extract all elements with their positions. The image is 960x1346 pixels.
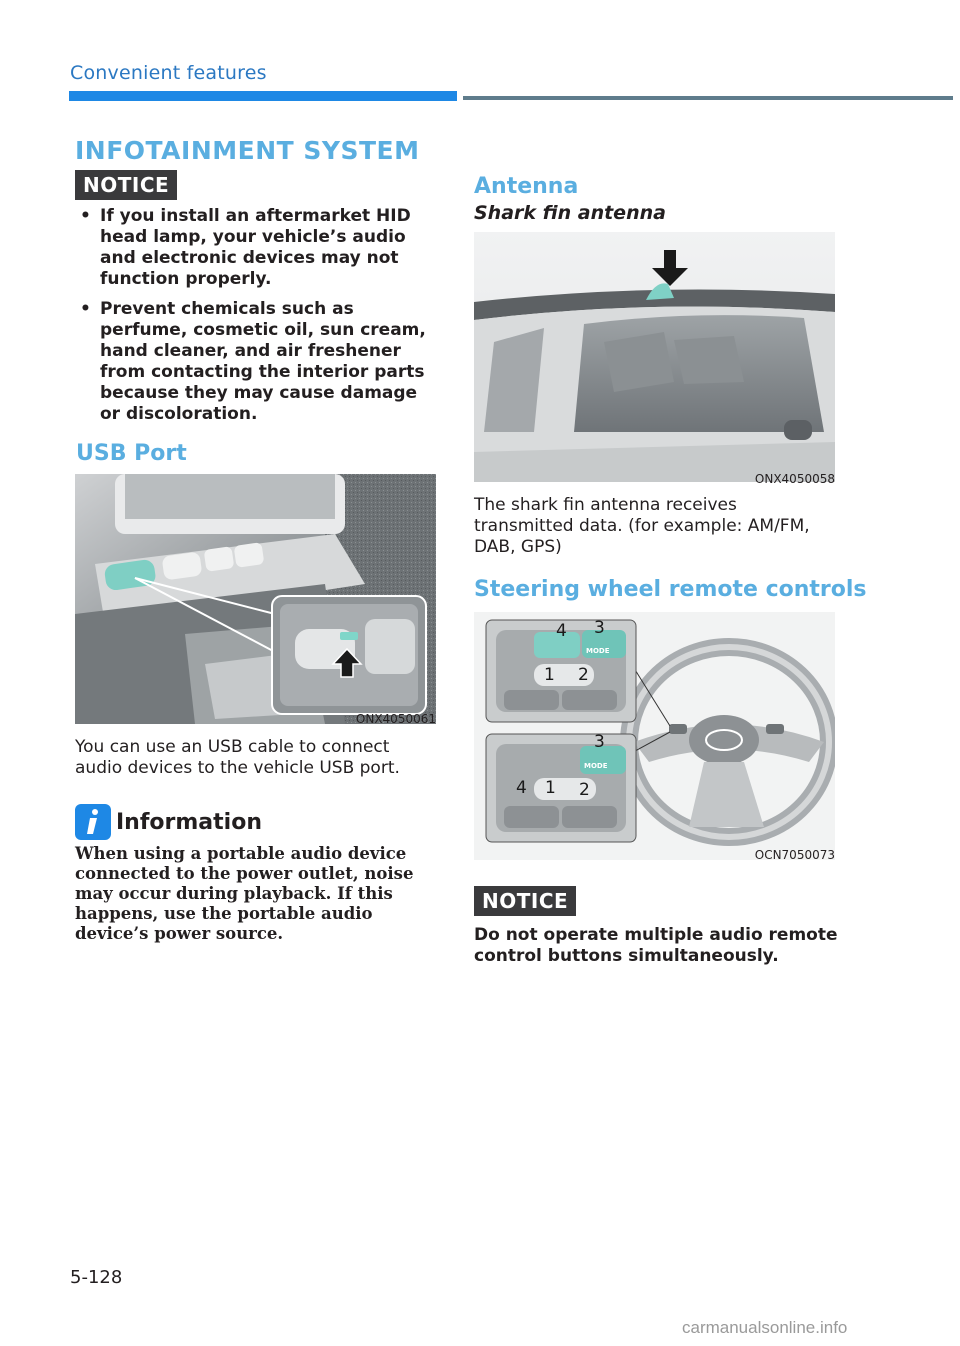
- steering-controls-heading: Steering wheel remote controls: [474, 577, 867, 602]
- information-heading: Information: [116, 810, 262, 835]
- usb-description: You can use an USB cable to connect audio devices to the vehicle USB port.: [75, 737, 400, 778]
- callout-number: 2: [579, 780, 590, 800]
- steering-wheel-drawing: [474, 612, 835, 860]
- figure-code: ONX4050058: [754, 472, 835, 486]
- mode-button-label: MODE: [586, 647, 610, 655]
- information-icon: [75, 804, 111, 840]
- page-number: 5-128: [70, 1267, 123, 1288]
- watermark: carmanualsonline.info: [682, 1318, 848, 1337]
- callout-number: 4: [516, 778, 527, 798]
- mode-button-label: MODE: [584, 762, 608, 770]
- information-text: When using a portable audio device connected to the power outlet, noise may occur during playback. If this happens, use the portable audio device’s power source.: [75, 844, 414, 943]
- callout-number: 3: [594, 732, 605, 752]
- callout-number: 2: [578, 665, 589, 685]
- shark-fin-antenna-figure: [474, 232, 835, 482]
- notice-text: Do not operate multiple audio remote control buttons simultaneously.: [474, 925, 838, 966]
- callout-number: 1: [545, 778, 556, 798]
- usb-port-figure: [75, 474, 436, 724]
- steering-wheel-figure: [474, 612, 835, 860]
- notice-list: [78, 206, 438, 434]
- callout-number: 3: [594, 618, 605, 638]
- notice-item: • If you install an aftermarket HID head lamp, your vehicle’s audio and electronic devices may not function properly.: [78, 206, 438, 290]
- header-bar-accent: [69, 91, 457, 101]
- section-header: Convenient features: [70, 62, 267, 84]
- notice-badge: NOTICE: [474, 886, 576, 916]
- figure-code: OCN7050073: [754, 848, 835, 862]
- notice-badge: NOTICE: [75, 170, 177, 200]
- antenna-description: The shark fin antenna receives transmitted data. (for example: AM/FM, DAB, GPS): [474, 495, 810, 557]
- callout-number: 4: [556, 621, 567, 641]
- page-title: INFOTAINMENT SYSTEM: [75, 136, 420, 165]
- shark-fin-subheading: Shark fin antenna: [474, 202, 666, 224]
- figure-code: ONX4050061: [355, 712, 436, 726]
- antenna-heading: Antenna: [474, 174, 579, 199]
- usb-port-heading: USB Port: [76, 441, 187, 466]
- notice-item: • Prevent chemicals such as perfume, cosmetic oil, sun cream, hand cleaner, and air freshener from contacting the interior parts because they may cause damage or discoloration.: [78, 299, 438, 425]
- header-bar-divider: [463, 96, 953, 100]
- callout-number: 1: [544, 665, 555, 685]
